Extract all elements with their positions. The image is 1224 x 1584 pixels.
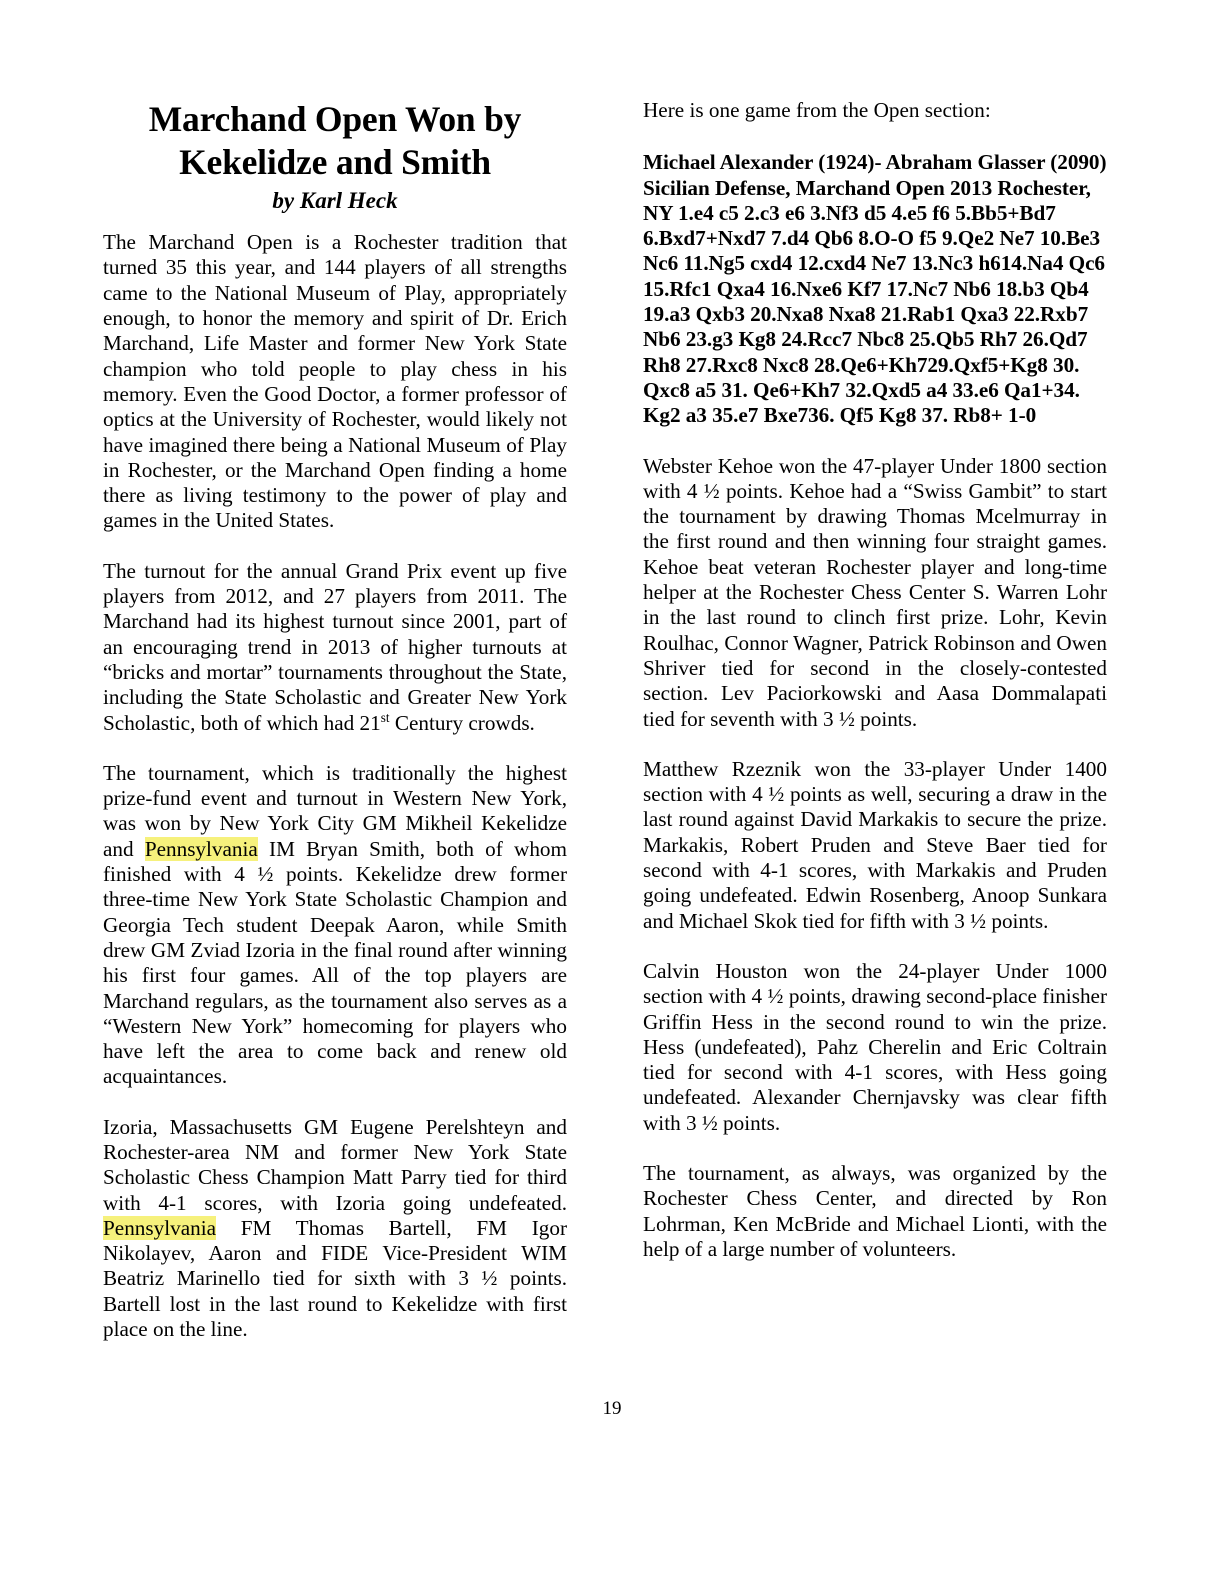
title-line-1: Marchand Open Won by [148,99,522,139]
turnout-text-part-2: Century crowds. [389,710,535,735]
byline: by Karl Heck [272,187,398,213]
two-column-layout [103,98,1109,1368]
paragraph-intro: The Marchand Open is a Rochester tradition that turned 35 this year, and 144 players of all strengths came to the National Museum of Play, appropriately enough, to honor the memory and spirit of Dr. Erich Marchand, Life Master and former New York State champion who told people to play chess in his memory. Even the Good Doctor, a former professor of optics at the University of Rochester, would likely not have imagined there being a National Museum of Play in Rochester, or the Marchand Open finding a home there as living testimony to the power of play and games in the United States. [103,230,567,533]
paragraph-winners [103,761,567,1090]
turnout-text-part-1: The turnout for the annual Grand Prix event up five players from 2012, and 27 players from 2011. The Marchand had its highest turnout since 2001, part of an encouraging trend in 2013 of higher turnouts at “bricks and mortar” tournaments throughout the State, including the State Scholastic and Greater New York Scholastic, both of which had 21 [103,558,567,735]
ordinal-suffix: st [380,709,390,725]
third-place-text-part-2: FM Thomas Bartell, FM Igor Nikolayev, Aaron and FIDE Vice-President WIM Beatriz Marinello tied for sixth with 3 ½ points. Bartell lost in the last round to Kekelidze with first place on the line. [103,1215,567,1342]
paragraph-organizers: The tournament, as always, was organized by the Rochester Chess Center, and directed by Ron Lohrman, Ken McBride and Michael Lionti, with the help of a large number of volunteers. [643,1160,1107,1261]
highlight-pennsylvania-1: Pennsylvania [144,836,258,861]
winners-text-part-1: The tournament, which is traditionally the highest prize-fund event and turnout in Western New York, was won by New York City GM Mikheil Kekelidze and [103,760,567,861]
page-number: 19 [602,1398,622,1419]
chess-game-notation: Michael Alexander (1924)- Abraham Glasser (2090) Sicilian Defense, Marchand Open 2013 Rochester, NY 1.e4 c5 2.c3 e6 3.Nf3 d5 4.e5 f6 5.Bb5+Bd7 6.Bxd7+Nxd7 7.d4 Qb6 8.O-O f5 9.Qe2 Ne7 10.Be3 Nc6 11.Ng5 cxd4 12.cxd4 Ne7 13.Nc3 h614.Na4 Qc6 15.Rfc1 Qxa4 16.Nxe6 Kf7 17.Nc7 Nb6 18.b3 Qb4 19.a3 Qxb3 20.Nxa8 Nxa8 21.Rab1 Qxa3 22.Rxb7 Nb6 23.g3 Kg8 24.Rcc7 Nbc8 25.Qb5 Rh7 26.Qd7 Rh8 27.Rxc8 Nxc8 28.Qe6+Kh729.Qxf5+Kg8 30. Qxc8 a5 31. Qe6+Kh7 32.Qxd5 a4 33.e6 Qa1+34. Kg2 a3 35.e7 Bxe736. Qf5 Kg8 37. Rb8+ 1-0 [643,150,1107,428]
game-intro-line: Here is one game from the Open section: [643,98,991,122]
right-column [643,98,1107,1262]
paragraph-third-place [103,1115,567,1343]
paragraph-turnout [103,559,567,736]
winners-text-part-2: IM Bryan Smith, both of whom finished with 4 ½ points. Kekelidze drew former three-time New York State Scholastic Champion and Georgia Tech student Deepak Aaron, while Smith drew GM Zviad Izoria in the final round after winning his first four games. All of the top players are Marchand regulars, as the tournament also serves as a “Western New York” homecoming for players who have left the area to come back and renew old acquaintances. [103,836,567,1089]
highlight-pennsylvania-2: Pennsylvania [103,1215,216,1240]
paragraph-under-1000: Calvin Houston won the 24-player Under 1000 section with 4 ½ points, drawing second-place finisher Griffin Hess in the second round to win the prize. Hess (undefeated), Pahz Cherelin and Eric Coltrain tied for second with 4-1 scores, with Hess going undefeated. Alexander Chernjavsky was clear fifth with 3 ½ points. [643,958,1107,1135]
title-line-2: Kekelidze and Smith [179,142,491,183]
paragraph-under-1800: Webster Kehoe won the 47-player Under 1800 section with 4 ½ points. Kehoe had a “Swiss Gambit” to start the tournament by drawing Thomas Mcelmurray in the first round and then winning four straight games. Kehoe beat veteran Rochester player and long-time helper at the Rochester Chess Center S. Warren Lohr in the last round to clinch first prize. Lohr, Kevin Roulhac, Connor Wagner, Patrick Robinson and Owen Shriver tied for second in the closely-contested section. Lev Paciorkowski and Aasa Dommalapati tied for seventh with 3 ½ points. [643,453,1107,731]
paragraph-under-1400: Matthew Rzeznik won the 33-player Under 1400 section with 4 ½ points as well, securing a draw in the last round against David Markakis to secure the prize. Markakis, Robert Pruden and Steve Baer tied for second with 4-1 scores, with Markakis and Pruden going undefeated. Edwin Rosenberg, Anoop Sunkara and Michael Skok tied for fifth with 3 ½ points. [643,756,1107,933]
third-place-text-part-1: Izoria, Massachusetts GM Eugene Perelshteyn and Rochester-area NM and former New York State Scholastic Chess Champion Matt Parry tied for third with 4-1 scores, with Izoria going undefeated. [103,1114,567,1215]
page-title [103,98,567,185]
left-column [103,98,567,1342]
